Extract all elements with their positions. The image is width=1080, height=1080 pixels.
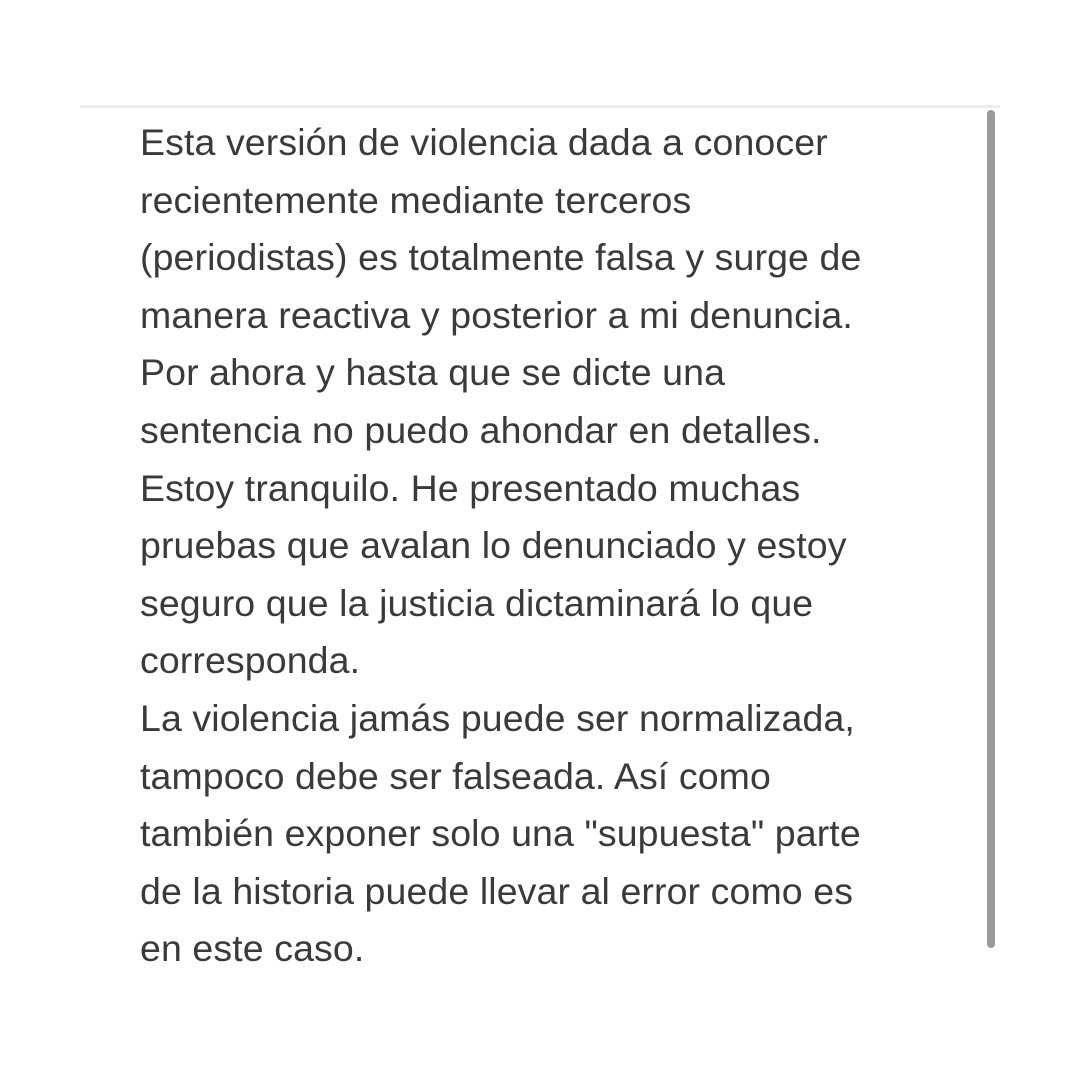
note-line: manera reactiva y posterior a mi denuncia. [140,293,853,336]
note-line: Estoy tranquilo. He presentado muchas [140,466,801,509]
note-text[interactable] [140,114,980,978]
note-line: tampoco debe ser falseada. Así como [140,754,771,797]
top-divider [80,105,1000,108]
note-line: de la historia puede llevar al error como es [140,869,854,912]
note-line: La violencia jamás puede ser normalizada, [140,696,855,739]
note-line: Esta versión de violencia dada a conocer [140,121,828,163]
note-line: en este caso. [140,927,365,970]
note-line: sentencia no puedo ahondar en detalles. [140,408,822,451]
note-line: recientemente mediante terceros [140,178,692,221]
scrollbar[interactable] [987,110,995,948]
note-line: corresponda. [140,639,361,682]
note-line: también exponer solo una "supuesta" parte [140,812,861,855]
note-line: Por ahora y hasta que se dicte una [140,351,726,394]
note-line: seguro que la justicia dictaminará lo que [140,581,814,624]
note-line: (periodistas) es totalmente falsa y surge de [140,236,862,279]
note-line: pruebas que avalan lo denunciado y estoy [140,524,847,567]
